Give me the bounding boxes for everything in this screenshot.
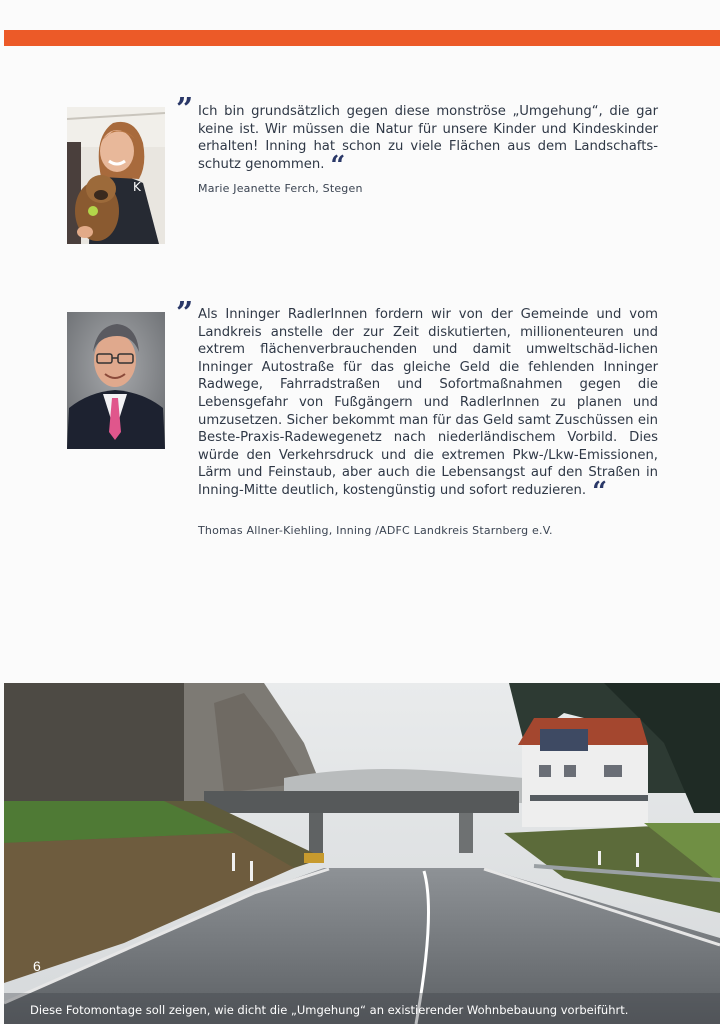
page-number: 6	[33, 958, 41, 974]
portrait-photo-man-in-suit	[67, 312, 165, 449]
svg-text:K: K	[133, 180, 141, 194]
header-accent-bar	[4, 30, 720, 46]
close-quote-mark: “	[330, 150, 346, 181]
quote-author: Marie Jeanette Ferch, Stegen	[198, 182, 363, 195]
photo-caption: Diese Fotomontage soll zeigen, wie dicht die „Umgehung“ an existierender Wohnbebauung vorbeiführt.	[30, 1003, 629, 1017]
road-photomontage	[4, 683, 720, 1024]
portrait-photo-woman-with-dog	[67, 107, 165, 244]
quote-text: Als Inninger RadlerInnen fordern wir von der Gemeinde und vom Landkreis anstelle der zur Zeit diskutierten, millionenteuren und extrem flächenverbrauchenden und damit umweltschäd-lichen Inninger Autostraße für das gleiche Geld die fehlenden Inninger Radwege, Fahrradstraßen und Sofortmaßnahmen gegen die Lebensgefahr von Fußgängern und RadlerInnen zu planen und umzusetzen. Sicher bekommt man für das Geld samt Zuschüssen ein Beste-Praxis-Radewegenetz nach niederländischem Vorbild. Dies würde den Verkehrsdruck und die extremen Pkw-/Lkw-Emissionen, Lärm und Feinstaub, aber auch die Lebensangst auf den Straßen in Inning-Mitte deutlich, kostengünstig und sofort reduzieren. “	[198, 307, 658, 507]
open-quote-mark: ”	[176, 296, 194, 331]
quote-text: Ich bin grundsätzlich gegen diese monströse „Umgehung“, die gar keine ist. Wir müssen die Natur für unsere Kinder und Kindeskinder erhalten! Inning hat schon zu viele Flächen aus dem Landschafts-schutz genommen. “	[198, 104, 658, 181]
open-quote-mark: ”	[176, 92, 194, 127]
close-quote-mark: “	[592, 476, 608, 507]
quote-author: Thomas Allner-Kiehling, Inning /ADFC Landkreis Starnberg e.V.	[198, 524, 553, 537]
